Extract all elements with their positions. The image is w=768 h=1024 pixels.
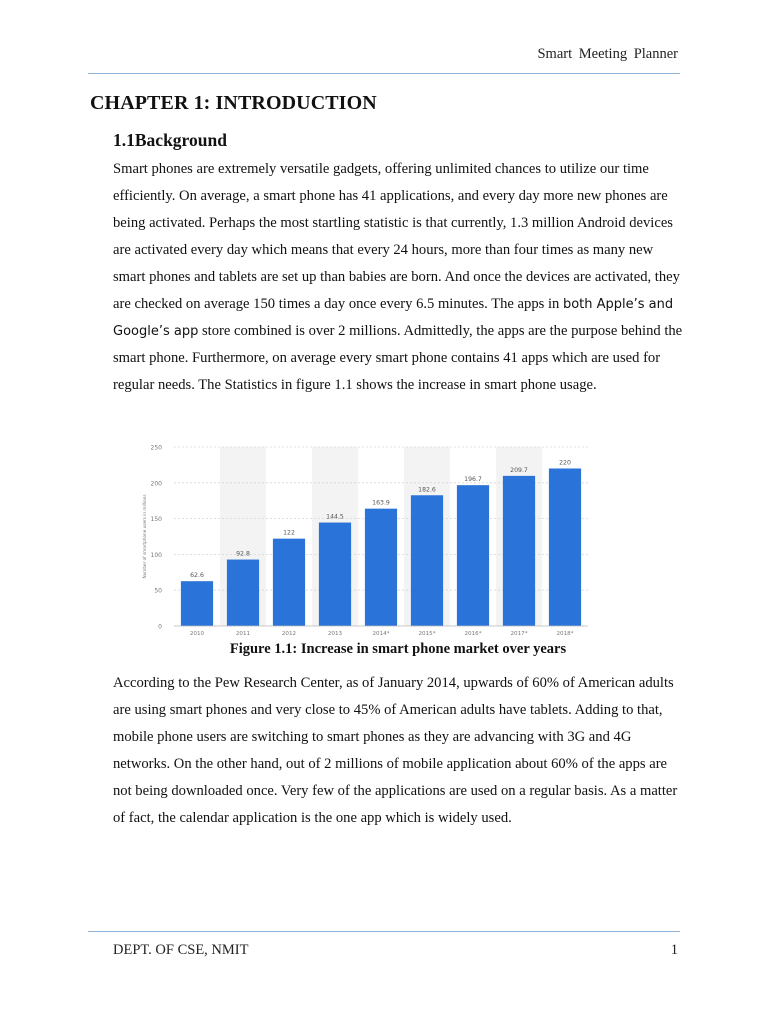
chart-bar	[227, 560, 259, 626]
chart-bar	[549, 468, 581, 626]
paragraph-background	[113, 156, 683, 399]
y-tick-label: 50	[154, 587, 162, 595]
x-tick-label: 2014*	[372, 631, 390, 637]
x-tick-label: 2013	[327, 631, 343, 637]
bar-value-label: 62.6	[190, 572, 204, 580]
header-rule	[88, 73, 680, 74]
y-tick-label: 100	[150, 551, 162, 559]
bar-value-label: 163.9	[372, 499, 390, 507]
running-header: Smart Meeting Planner	[537, 46, 678, 62]
chart-bar	[503, 476, 535, 626]
paragraph-pew: According to the Pew Research Center, as of January 2014, upwards of 60% of American adults are using smart phones and very close to 45% of American adults have tablets. Adding to that, mobile phone users are switching to smart phones as they are advancing with 3G and 4G networks. On the other hand, out of 2 millions of mobile application about 60% of the apps are not being downloaded once. Very few of the applications are used on a regular basis. As a matter of fact, the calendar application is the one app which is widely used.	[113, 675, 678, 826]
page-number: 1	[670, 942, 678, 958]
y-axis-label: Number of smartphone users in millions	[142, 494, 147, 579]
chart-bar	[181, 581, 213, 626]
chart-bar	[411, 495, 443, 626]
bar-value-label: 220	[559, 459, 571, 467]
bar-value-label: 144.5	[326, 513, 344, 521]
y-tick-label: 0	[158, 623, 162, 631]
paragraph-text: Smart phones are extremely versatile gadgets, offering unlimited chances to utilize our time efficiently. On average, a smart phone has 41 applications, and every day more new phones are being activated. Perhaps the most startling statistic is that currently, 1.3 million Android devices are activated every day which means that every 24 hours, more than four times as many new smart phones and tablets are set up than babies are born. And once the devices are activated, they are checked on average 150 times a day once every 6.5 minutes. The apps in	[113, 161, 680, 312]
figure-caption: Figure 1.1: Increase in smart phone market over years	[229, 641, 567, 657]
footer-department: DEPT. OF CSE, NMIT	[113, 942, 249, 958]
chapter-title: CHAPTER 1: INTRODUCTION	[90, 92, 377, 114]
chart-bar	[319, 523, 351, 626]
x-tick-label: 2016*	[464, 631, 482, 637]
y-tick-label: 150	[150, 516, 162, 524]
bar-value-label: 209.7	[510, 466, 528, 474]
chart-bar	[365, 509, 397, 626]
chart-bar	[457, 485, 489, 626]
smartphone-users-chart	[140, 440, 590, 640]
bar-value-label: 122	[283, 529, 295, 537]
paragraph-text: store combined is over 2 millions. Admittedly, the apps are the purpose behind the smart phone. Furthermore, on average every smart phone contains 41 apps which are used for regular needs. The Statistics in figure 1.1 shows the increase in smart phone usage.	[113, 323, 683, 393]
y-tick-label: 250	[150, 444, 162, 452]
chart-bar	[273, 539, 305, 626]
bar-value-label: 196.7	[464, 476, 482, 484]
footer-rule	[88, 931, 680, 932]
x-tick-label: 2015*	[418, 631, 436, 637]
x-tick-label: 2018*	[556, 631, 574, 637]
bar-value-label: 92.8	[236, 550, 250, 558]
x-tick-label: 2010	[189, 631, 205, 637]
x-tick-label: 2012	[281, 631, 297, 637]
bar-value-label: 182.6	[418, 486, 436, 494]
paragraph-text-sans: both Apple’s and Google’s app	[113, 297, 674, 339]
x-tick-label: 2017*	[510, 631, 528, 637]
x-tick-label: 2011	[235, 631, 251, 637]
section-title: 1.1Background	[113, 130, 227, 150]
y-tick-label: 200	[150, 480, 162, 488]
